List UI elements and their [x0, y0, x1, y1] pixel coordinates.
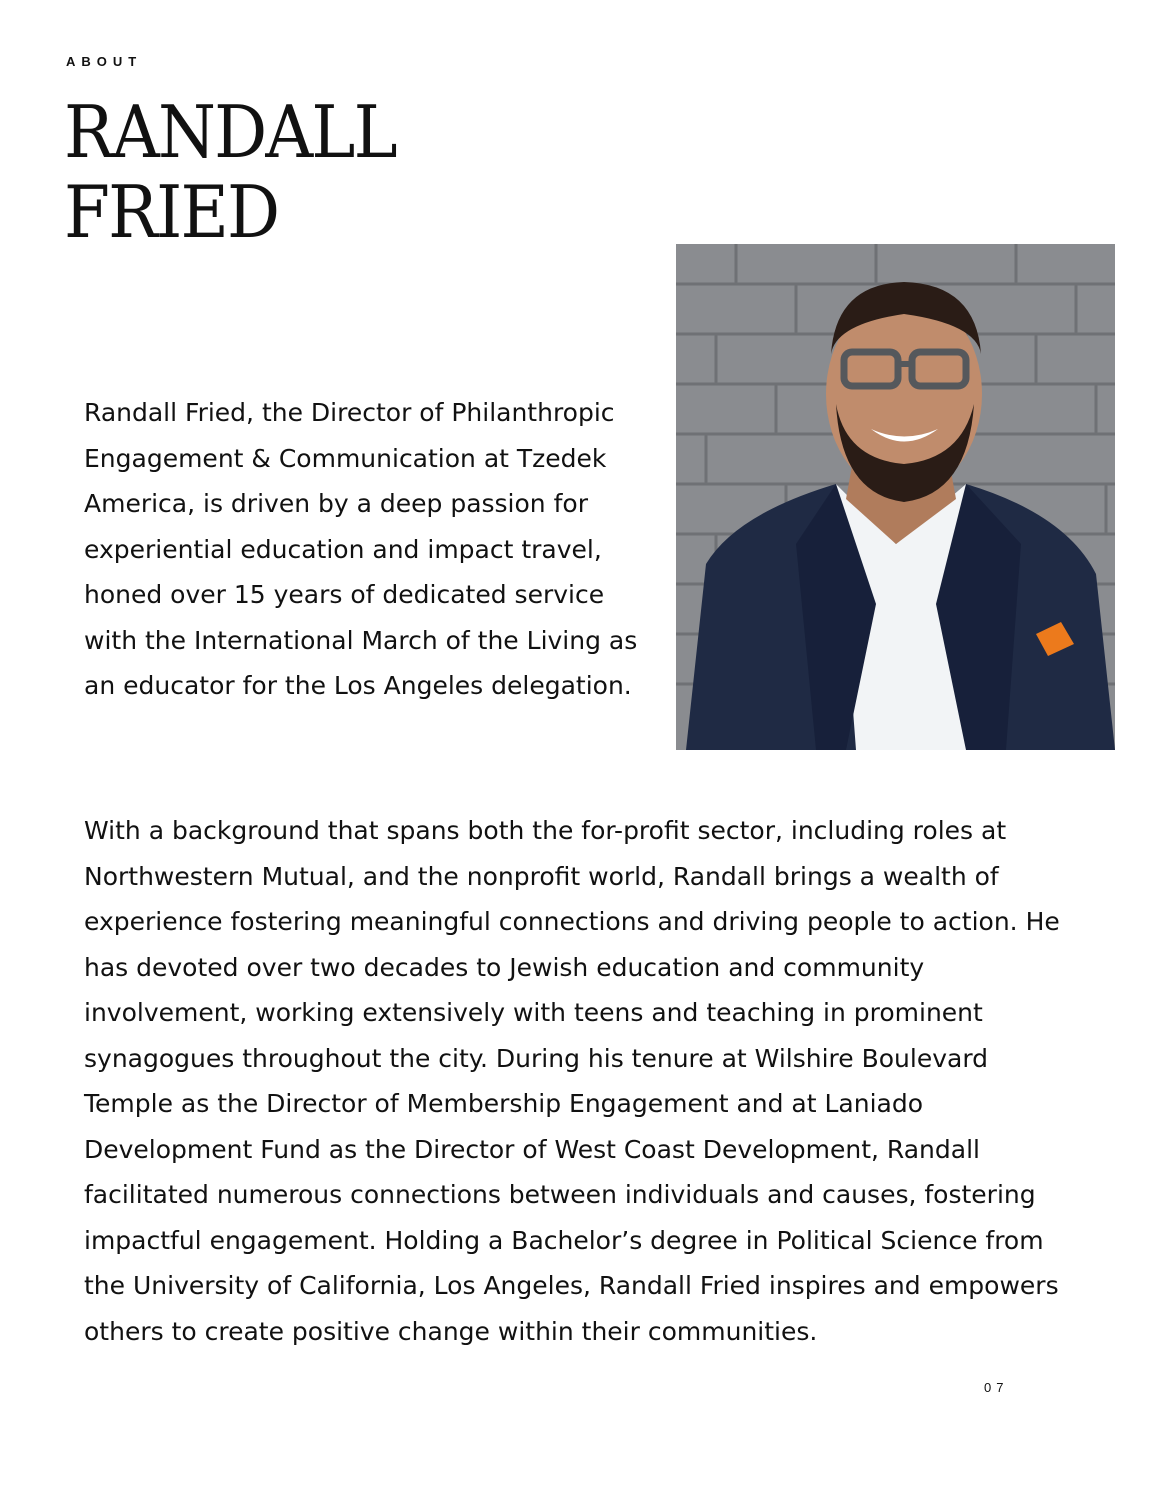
person-portrait-icon [676, 244, 1115, 750]
portrait-photo [676, 244, 1115, 750]
title-line-last-name: FRIED [64, 170, 279, 254]
biography-paragraph: With a background that spans both the for-profit sector, including roles at Northwestern Mutual, and the nonprofit world, Randall brings a wealth of experience fostering meaningful connections and driving people to action. He has devoted over two decades to Jewish education and community involvement, working extensively with teens and teaching in prominent synagogues throughout the city. During his tenure at Wilshire Boulevard Temple as the Director of Membership Engagement and at Laniado Development Fund as the Director of West Coast Development, Randall facilitated numerous connections between individuals and causes, fostering impactful engagement. Holding a Bachelor’s degree in Political Science from the University of California, Los Angeles, Randall Fried inspires and empowers others to create positive change within their communities. [84, 816, 1060, 1346]
page-title [64, 92, 396, 252]
title-line-first-name: RANDALL [64, 90, 396, 174]
page-number: 07 [984, 1380, 1009, 1395]
intro-paragraph: Randall Fried, the Director of Philanthropic Engagement & Communication at Tzedek America, is driven by a deep passion for experiential education and impact travel, honed over 15 years of dedicated service with the International March of the Living as an educator for the Los Angeles delegation. [84, 398, 638, 700]
section-label: ABOUT [66, 54, 143, 69]
